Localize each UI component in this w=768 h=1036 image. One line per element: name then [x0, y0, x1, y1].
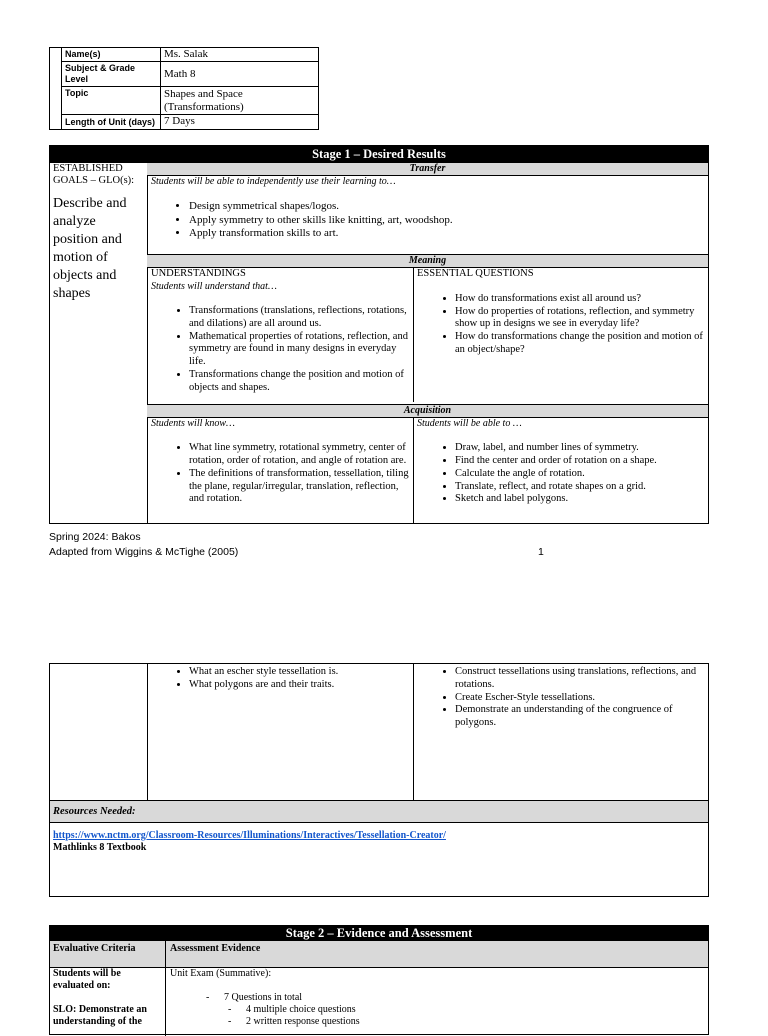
meaning-heading: Meaning: [147, 254, 708, 268]
essential-questions-label: ESSENTIAL QUESTIONS: [417, 268, 534, 279]
know-cell-cont: [148, 664, 414, 800]
page-number: 1: [538, 546, 544, 558]
resources-label: Resources Needed:: [53, 806, 136, 817]
resources-body: [50, 823, 708, 896]
info-gutter: [50, 48, 62, 130]
info-label-subject: Subject & Grade Level: [62, 62, 161, 87]
goals-text: Describe and analyze position and motion of objects and shapes: [53, 196, 127, 301]
able-cell: [414, 418, 708, 523]
know-cell: [148, 418, 414, 523]
essential-questions-cell: [414, 268, 708, 402]
footer-line-2: Adapted from Wiggins & McTighe (2005): [49, 546, 239, 558]
able-item: • Demonstrate an understanding of the congruence of polygons.: [455, 704, 705, 730]
criteria-text-1: Students will be evaluated on:: [53, 968, 121, 991]
criteria-header: [50, 941, 166, 968]
resources-heading: [50, 800, 708, 823]
transfer-lead: Students will be able to independently use their learning to…: [151, 176, 396, 187]
know-item: • What polygons are and their traits.: [189, 679, 410, 692]
know-item: • What an escher style tessellation is.: [189, 666, 410, 679]
understandings-label: UNDERSTANDINGS: [151, 268, 246, 279]
footer-line-1: Spring 2024: Bakos: [49, 531, 141, 543]
info-label-name: Name(s): [62, 48, 161, 62]
acquisition-continued: [49, 663, 709, 897]
evidence-subitem: - 2 written response questions: [228, 1016, 704, 1028]
able-item: • Translate, reflect, and rotate shapes on a grid.: [455, 481, 705, 494]
understanding-item: • Transformations (translations, reflections, rotations, and dilations) are all around us.: [189, 305, 410, 331]
able-cell-cont: [414, 664, 708, 800]
know-lead: Students will know…: [151, 418, 235, 429]
able-item: • Find the center and order of rotation on a shape.: [455, 455, 705, 468]
transfer-body: [148, 176, 712, 253]
stage2-title: Stage 2 – Evidence and Assessment: [50, 926, 708, 941]
evidence-item: - 7 Questions in total: [206, 992, 704, 1004]
info-label-topic: Topic: [62, 87, 161, 115]
stage1-section: [49, 145, 709, 524]
stage2-section: [49, 925, 709, 1035]
stage1-title: Stage 1 – Desired Results: [50, 146, 708, 163]
evidence-header-text: Assessment Evidence: [170, 943, 261, 954]
transfer-heading: Transfer: [147, 163, 708, 176]
evidence-cell: [166, 968, 708, 1036]
criteria-cell: [50, 968, 166, 1036]
goals-column: [50, 163, 148, 523]
transfer-item: • Apply transformation skills to art.: [189, 227, 709, 240]
able-item: • Draw, label, and number lines of symmetry.: [455, 442, 705, 455]
understanding-item: • Transformations change the position and motion of objects and shapes.: [189, 369, 410, 395]
info-value-subject: Math 8: [161, 62, 319, 87]
evidence-title: Unit Exam (Summative):: [170, 968, 272, 979]
understanding-item: • Mathematical properties of rotations, reflection, and symmetry are found in many designs in everyday life.: [189, 331, 410, 369]
evidence-header: [166, 941, 708, 968]
info-value-topic: Shapes and Space (Transformations): [161, 87, 319, 115]
acquisition-heading: Acquisition: [147, 404, 708, 418]
understandings-lead: Students will understand that…: [151, 280, 277, 292]
tessellation-creator-link[interactable]: https://www.nctm.org/Classroom-Resources/Illuminations/Interactives/Tessellation-Creator/: [53, 830, 446, 841]
unit-info-table: [49, 47, 319, 130]
know-item: • The definitions of transformation, tessellation, tiling the plane, regular/irregular, translation, reflection, and rotation.: [189, 468, 410, 506]
essential-question: • How do properties of rotations, reflection, and symmetry show up in designs we see in everyday life?: [455, 306, 705, 332]
able-item: • Construct tessellations using translations, reflections, and rotations.: [455, 666, 705, 692]
able-item: • Create Escher-Style tessellations.: [455, 692, 705, 705]
info-value-length: 7 Days: [161, 115, 319, 129]
resource-textbook: Mathlinks 8 Textbook: [53, 842, 147, 854]
transfer-item: • Apply symmetry to other skills like knitting, art, woodshop.: [189, 214, 709, 227]
criteria-header-text: Evaluative Criteria: [53, 943, 136, 954]
essential-question: • How do transformations exist all around us?: [455, 293, 705, 306]
know-item: • What line symmetry, rotational symmetry, center of rotation, order of rotation, and angle of rotation are.: [189, 442, 410, 468]
able-lead: Students will be able to …: [417, 418, 522, 429]
understandings-cell: [148, 268, 414, 402]
able-item: • Calculate the angle of rotation.: [455, 468, 705, 481]
able-item: • Sketch and label polygons.: [455, 493, 705, 506]
evidence-subitem: - 4 multiple choice questions: [228, 1004, 704, 1016]
info-label-length: Length of Unit (days): [62, 115, 161, 129]
goals-label: ESTABLISHED GOALS – GLO(s):: [53, 163, 135, 187]
criteria-text-2: SLO: Demonstrate an understanding of the: [53, 1004, 147, 1027]
transfer-item: • Design symmetrical shapes/logos.: [189, 200, 709, 213]
essential-question: • How do transformations change the position and motion of an object/shape?: [455, 331, 705, 357]
goals-column-cont: [50, 664, 148, 800]
info-value-name: Ms. Salak: [161, 48, 319, 62]
